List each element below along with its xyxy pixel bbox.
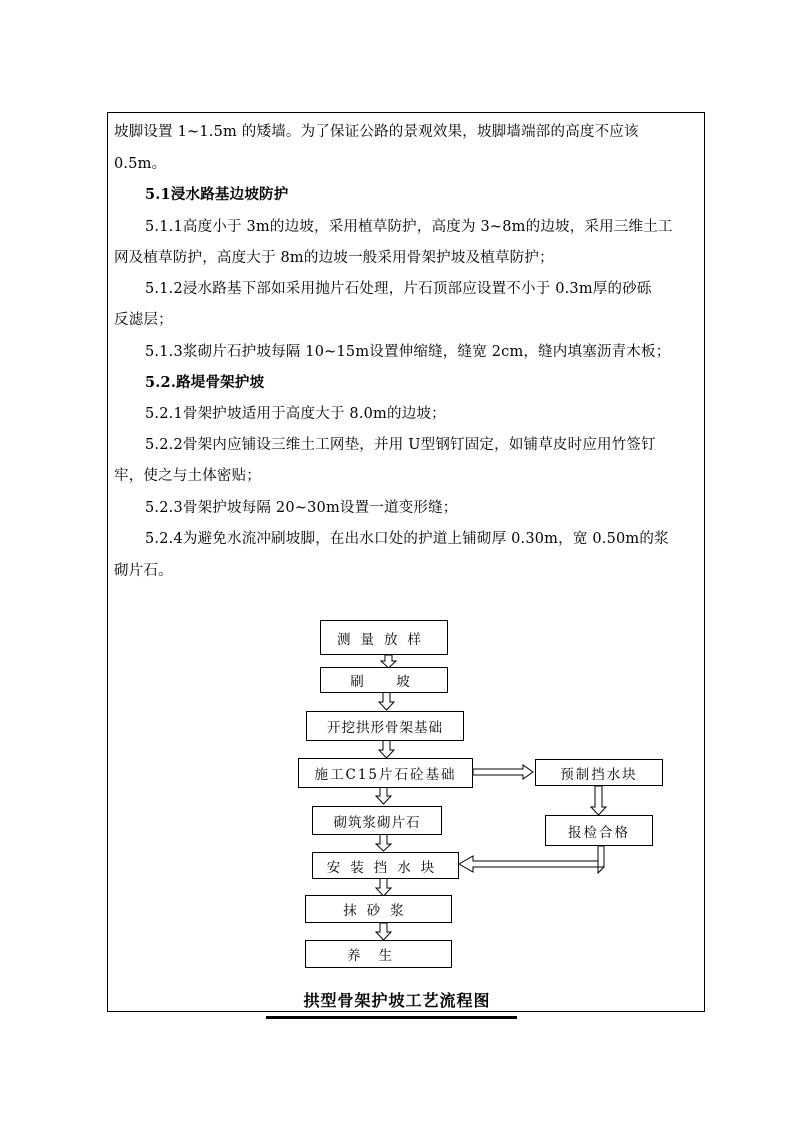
text-line: 坡脚设置 1~1.5m 的矮墙。为了保证公路的景观效果，坡脚墙端部的高度不应该: [114, 124, 639, 140]
text-line: 5.2.1骨架护坡适用于高度大于 8.0m的边坡；: [145, 406, 446, 422]
text-line: 5.2.4为避免水流冲刷坡脚，在出水口处的护道上铺砌厚 0.30m，宽 0.50m的浆: [145, 531, 669, 547]
arrow-s7-s8: [376, 923, 391, 940]
text-line: 5.2.2骨架内应铺设三维土工网垫，并用 U型钢钉固定，如铺草皮时应用竹签钉: [145, 437, 656, 453]
arrow-s5-s6: [376, 834, 391, 851]
flow-step-c15-foundation: 施工C15片石砼基础: [298, 758, 473, 788]
text-line: 砌片石。: [114, 563, 173, 579]
flow-step-masonry: 砌筑浆砌片石: [312, 806, 442, 835]
arrow-s6-s7: [376, 878, 391, 896]
flow-step-install-block: 安装挡水块: [312, 852, 459, 879]
flow-step-curing: 养生: [305, 940, 452, 968]
text-line: 5.1.1高度小于 3m的边坡，采用植草防护，高度为 3~8m的边坡，采用三维土工: [145, 219, 673, 235]
arrow-s4-b1: [473, 765, 533, 779]
arrow-s4-s5: [376, 787, 391, 804]
text-line: 5.2.3骨架护坡每隔 20~30m设置一道变形缝；: [145, 500, 458, 516]
text-line: 网及植草防护，高度大于 8m的边坡一般采用骨架护坡及植草防护；: [114, 250, 554, 266]
text-line: 5.1.2浸水路基下部如采用抛片石处理，片石顶部应设置不小于 0.3m厚的砂砾: [145, 281, 652, 297]
flow-step-brush-slope: 刷 坡: [320, 667, 448, 693]
bottom-rule: [266, 1016, 517, 1019]
flow-step-precast-block: 预制挡水块: [535, 759, 663, 786]
flow-step-inspection: 报检合格: [545, 815, 653, 846]
text-line: 反滤层；: [114, 312, 173, 328]
section-heading-5-2: 5.2.路堤骨架护坡: [145, 374, 265, 391]
text-line: 0.5m。: [114, 156, 167, 172]
section-heading-5-1: 5.1浸水路基边坡防护: [145, 186, 289, 203]
arrow-s2-s3: [379, 692, 394, 710]
arrow-s3-s4: [379, 740, 394, 758]
flow-step-survey: 测量放样: [320, 620, 448, 655]
flowchart-caption: 拱型骨架护坡工艺流程图: [303, 991, 491, 1010]
text-line: 牢，使之与土体密贴；: [114, 468, 261, 484]
arrow-b1-b2: [591, 786, 606, 815]
flow-step-excavate-foundation: 开挖拱形骨架基础: [306, 711, 464, 741]
text-line: 5.1.3浆砌片石护坡每隔 10~15m设置伸缩缝，缝宽 2cm，缝内填塞沥青木板；: [145, 344, 671, 360]
arrow-b2-s6: [459, 846, 604, 872]
flow-step-mortar: 抹砂浆: [305, 895, 452, 923]
